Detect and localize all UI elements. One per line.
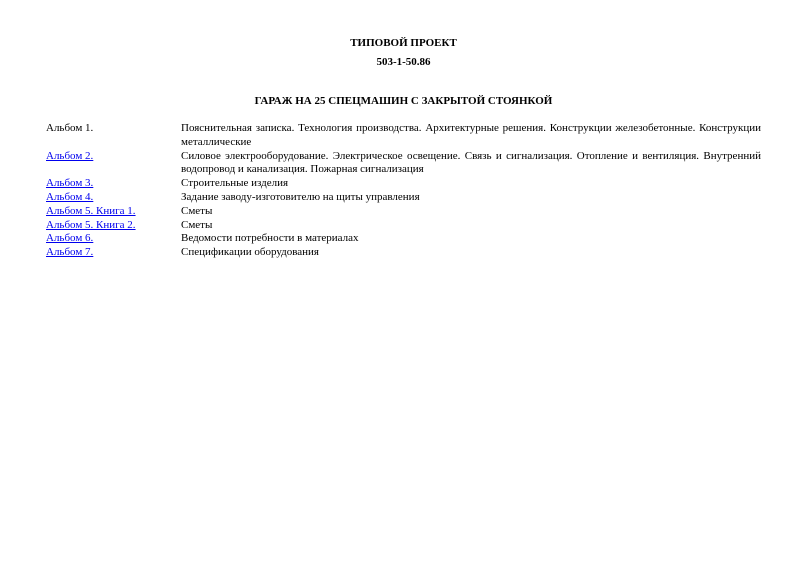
album-link[interactable]: Альбом 7. <box>46 246 94 259</box>
album-description: Пояснительная записка. Технология производства. Архитектурные решения. Конструкции железобетонные. Конструкции металлические <box>181 122 761 148</box>
project-code: 503-1-50.86 <box>376 56 431 68</box>
album-link[interactable]: Альбом 5. Книга 1. <box>46 204 136 217</box>
album-row <box>46 150 761 178</box>
album-label: Альбом 1. <box>46 122 94 134</box>
document-heading: ТИПОВОЙ ПРОЕКТ <box>350 37 457 49</box>
album-description: Задание заводу-изготовителю на щиты управления <box>181 190 420 203</box>
album-row <box>46 246 761 260</box>
album-description: Силовое электрооборудование. Электрическое освещение. Связь и сигнализация. Отопление и вентиляция. Внутренний водопровод и канализация. Пожарная сигнализация <box>181 149 761 176</box>
album-link[interactable]: Альбом 3. <box>46 177 94 190</box>
album-row <box>46 177 761 191</box>
album-row <box>46 122 761 150</box>
album-description: Ведомости потребности в материалах <box>181 232 359 245</box>
album-row <box>46 191 761 205</box>
album-row <box>46 219 761 233</box>
album-list <box>46 122 761 260</box>
album-row <box>46 232 761 246</box>
album-link[interactable]: Альбом 4. <box>46 190 94 203</box>
album-link[interactable]: Альбом 6. <box>46 232 94 245</box>
album-description: Спецификации оборудования <box>181 246 319 259</box>
album-row <box>46 205 761 219</box>
album-description: Сметы <box>181 204 213 217</box>
album-link[interactable]: Альбом 5. Книга 2. <box>46 218 136 231</box>
project-subject: ГАРАЖ НА 25 СПЕЦМАШИН С ЗАКРЫТОЙ СТОЯНКОЙ <box>254 95 553 107</box>
album-description: Сметы <box>181 218 213 231</box>
album-description: Строительные изделия <box>181 177 289 190</box>
album-link[interactable]: Альбом 2. <box>46 149 94 162</box>
